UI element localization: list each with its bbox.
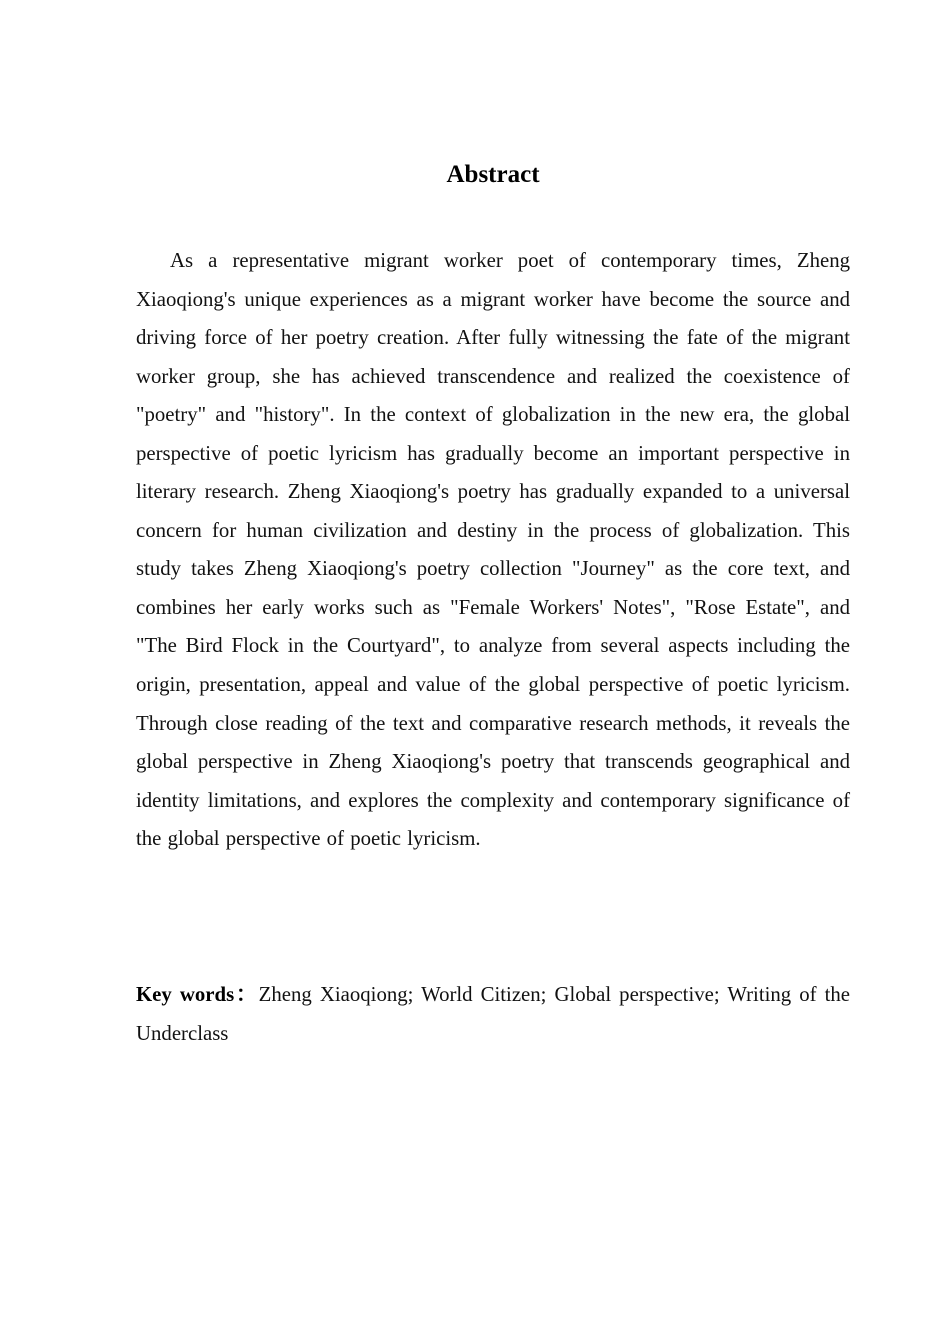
abstract-body: As a representative migrant worker poet of contemporary times, Zheng Xiaoqiong's unique experiences as a migrant worker have become the source and driving force of her poetry creation. After fully witnessing the fate of the migrant worker group, she has achieved transcendence and realized the coexistence of "poetry" and "history". In the context of globalization in the new era, the global perspective of poetic lyricism has gradually become an important perspective in literary research. Zheng Xiaoqiong's poetry has gradually expanded to a universal concern for human civilization and destiny in the process of globalization. This study takes Zheng Xiaoqiong's poetry collection "Journey" as the core text, and combines her early works such as "Female Workers' Notes", "Rose Estate", and "The Bird Flock in the Courtyard", to analyze from several aspects including the origin, presentation, appeal and value of the global perspective of poetic lyricism. Through close reading of the text and comparative research methods, it reveals the global perspective in Zheng Xiaoqiong's poetry that transcends geographical and identity limitations, and explores the complexity and contemporary significance of the global perspective of poetic lyricism. (136, 249, 850, 851)
keywords-text: Zheng Xiaoqiong; World Citizen; Global perspective; Writing of the Underclass (136, 983, 851, 1045)
keywords-label: Key words： (136, 983, 259, 1006)
abstract-title: Abstract (446, 161, 540, 188)
keywords-line (136, 976, 850, 1053)
